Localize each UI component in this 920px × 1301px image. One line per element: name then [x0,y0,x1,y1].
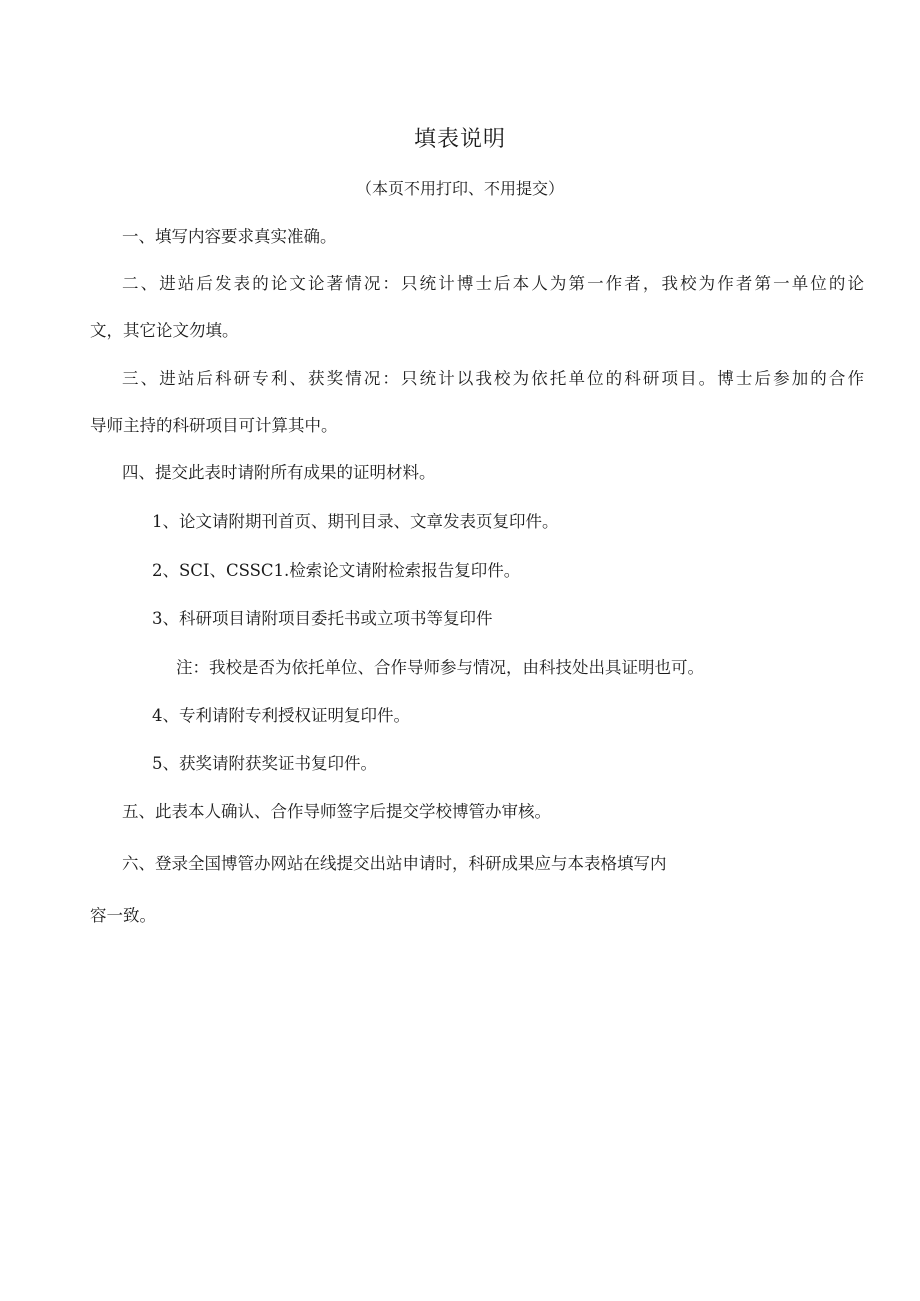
instruction-item-2-line-1: 二、进站后发表的论文论著情况：只统计博士后本人为第一作者，我校为作者第一单位的论 [122,274,864,293]
instruction-item-1: 一、填写内容要求真实准确。 [122,227,337,246]
instruction-item-5: 五、此表本人确认、合作导师签字后提交学校博管办审核。 [122,802,551,821]
instruction-item-4-sub-4: 4、专利请附专利授权证明复印件。 [152,706,410,725]
page-subtitle: （本页不用打印、不用提交） [355,179,564,198]
instruction-item-4-sub-1: 1、论文请附期刊首页、期刊目录、文章发表页复印件。 [152,512,559,531]
page-title: 填表说明 [413,127,506,152]
instruction-item-6-line-2: 容一致。 [90,906,156,925]
instruction-item-4-note: 注：我校是否为依托单位、合作导师参与情况，由科技处出具证明也可。 [176,658,704,677]
instruction-item-3-line-1: 三、进站后科研专利、获奖情况：只统计以我校为依托单位的科研项目。博士后参加的合作 [122,369,864,388]
instruction-item-4-sub-5: 5、获奖请附获奖证书复印件。 [152,754,377,773]
instruction-item-3-line-2: 导师主持的科研项目可计算其中。 [90,416,338,435]
instruction-item-6-line-1: 六、登录全国博管办网站在线提交出站申请时，科研成果应与本表格填写内 [122,854,667,873]
instruction-item-4-sub-2: 2、SCI、CSSC1.检索论文请附检索报告复印件。 [152,561,521,580]
instruction-item-4: 四、提交此表时请附所有成果的证明材料。 [122,463,436,482]
instruction-item-4-sub-3: 3、科研项目请附项目委托书或立项书等复印件 [152,609,493,628]
instruction-item-2-line-2: 文，其它论文勿填。 [90,321,239,340]
